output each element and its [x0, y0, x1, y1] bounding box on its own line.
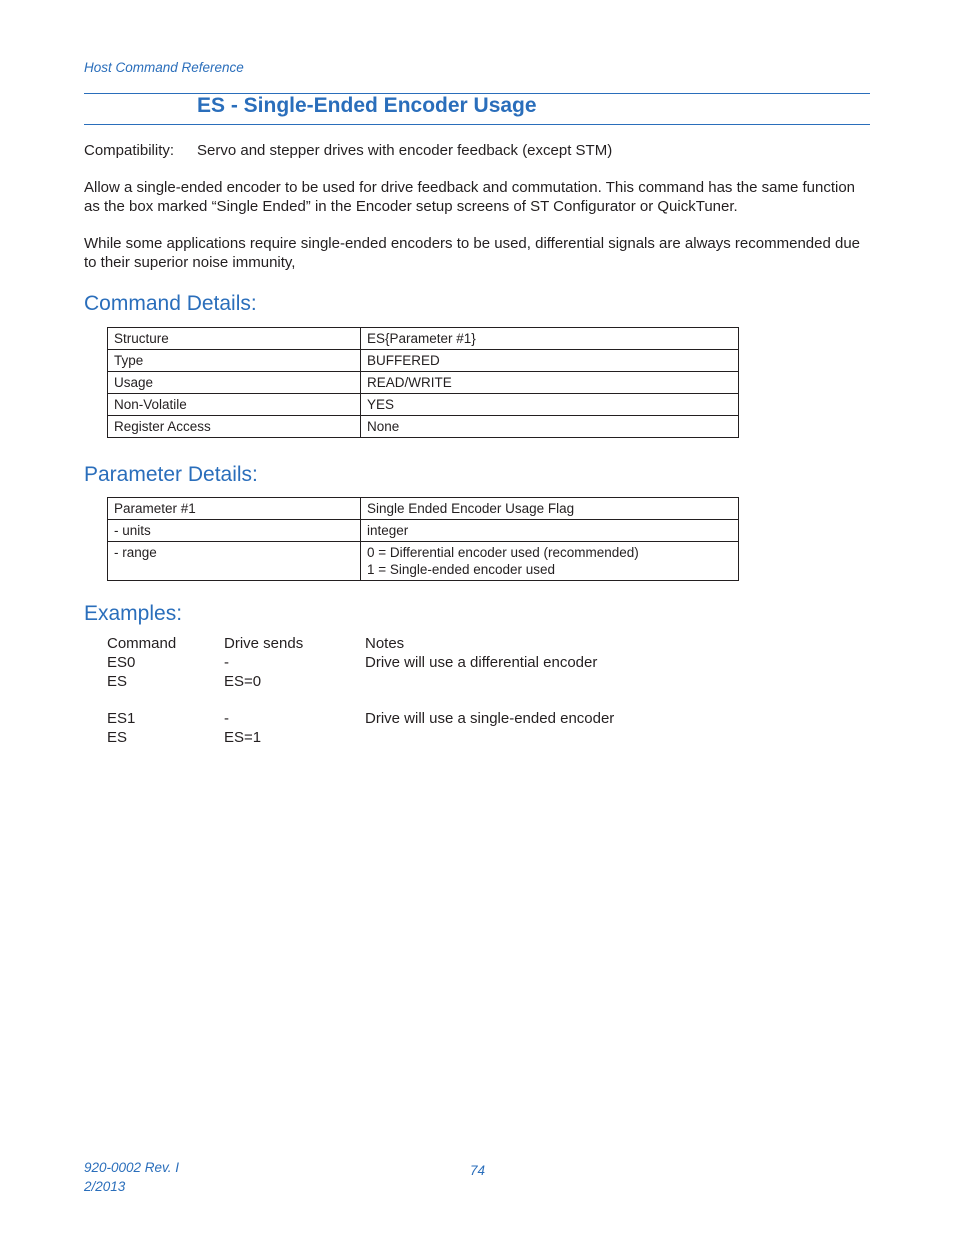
recommendation-paragraph: While some applications require single-ended encoders to be used, differential signals are always recommended due to their superior noise immunity,	[84, 235, 861, 271]
table-cell: READ/WRITE	[361, 372, 739, 394]
parameter-details-table	[107, 497, 739, 581]
table-row	[108, 520, 739, 542]
table-cell: None	[361, 416, 739, 438]
table-cell: - units	[108, 520, 361, 542]
parameter-details-heading: Parameter Details:	[84, 463, 258, 486]
examples-column-header-drive-sends: Drive sends	[224, 635, 304, 652]
page-title: ES - Single-Ended Encoder Usage	[197, 94, 537, 117]
description-paragraph: Allow a single-ended encoder to be used for drive feedback and commutation. This command has the same function as the box marked “Single Ended” in the Encoder setup screens of ST Configurator or QuickTuner.	[84, 179, 855, 215]
example-note: Drive will use a single-ended encoder	[365, 710, 615, 727]
running-header: Host Command Reference	[84, 60, 244, 75]
table-cell: integer	[361, 520, 739, 542]
example-command: ES	[107, 673, 128, 690]
table-cell: Parameter #1	[108, 498, 361, 520]
example-drive-sends: -	[224, 710, 229, 727]
table-row	[108, 328, 739, 350]
table-row	[108, 416, 739, 438]
range-line: 1 = Single-ended encoder used	[367, 562, 556, 577]
command-details-heading: Command Details:	[84, 292, 257, 315]
table-cell: YES	[361, 394, 739, 416]
example-note: Drive will use a differential encoder	[365, 654, 598, 671]
range-line: 0 = Differential encoder used (recommended)	[367, 545, 639, 560]
table-cell: Register Access	[108, 416, 361, 438]
examples-heading: Examples:	[84, 602, 183, 625]
table-cell: Usage	[108, 372, 361, 394]
table-cell: Structure	[108, 328, 361, 350]
table-row	[108, 350, 739, 372]
table-cell: Type	[108, 350, 361, 372]
table-cell: ES{Parameter #1}	[361, 328, 739, 350]
compatibility-value: Servo and stepper drives with encoder feedback (except STM)	[197, 142, 613, 159]
footer-doc-number: 920-0002 Rev. I	[84, 1160, 180, 1175]
footer-date: 2/2013	[84, 1179, 126, 1194]
example-command: ES0	[107, 654, 136, 671]
table-cell: - range	[108, 542, 361, 581]
table-row	[108, 498, 739, 520]
table-row	[108, 372, 739, 394]
title-rule-bottom	[84, 124, 870, 125]
example-command: ES1	[107, 710, 136, 727]
example-drive-sends: ES=1	[224, 729, 262, 746]
table-cell: Non-Volatile	[108, 394, 361, 416]
table-row	[108, 542, 739, 581]
table-row	[108, 394, 739, 416]
examples-column-header-notes: Notes	[365, 635, 405, 652]
table-cell	[361, 542, 739, 581]
command-details-table	[107, 327, 739, 438]
table-cell: BUFFERED	[361, 350, 739, 372]
example-drive-sends: -	[224, 654, 229, 671]
examples-column-header-command: Command	[107, 635, 177, 652]
table-cell: Single Ended Encoder Usage Flag	[361, 498, 739, 520]
page-number: 74	[470, 1163, 486, 1178]
example-command: ES	[107, 729, 128, 746]
compatibility-label: Compatibility:	[84, 142, 175, 159]
example-drive-sends: ES=0	[224, 673, 262, 690]
